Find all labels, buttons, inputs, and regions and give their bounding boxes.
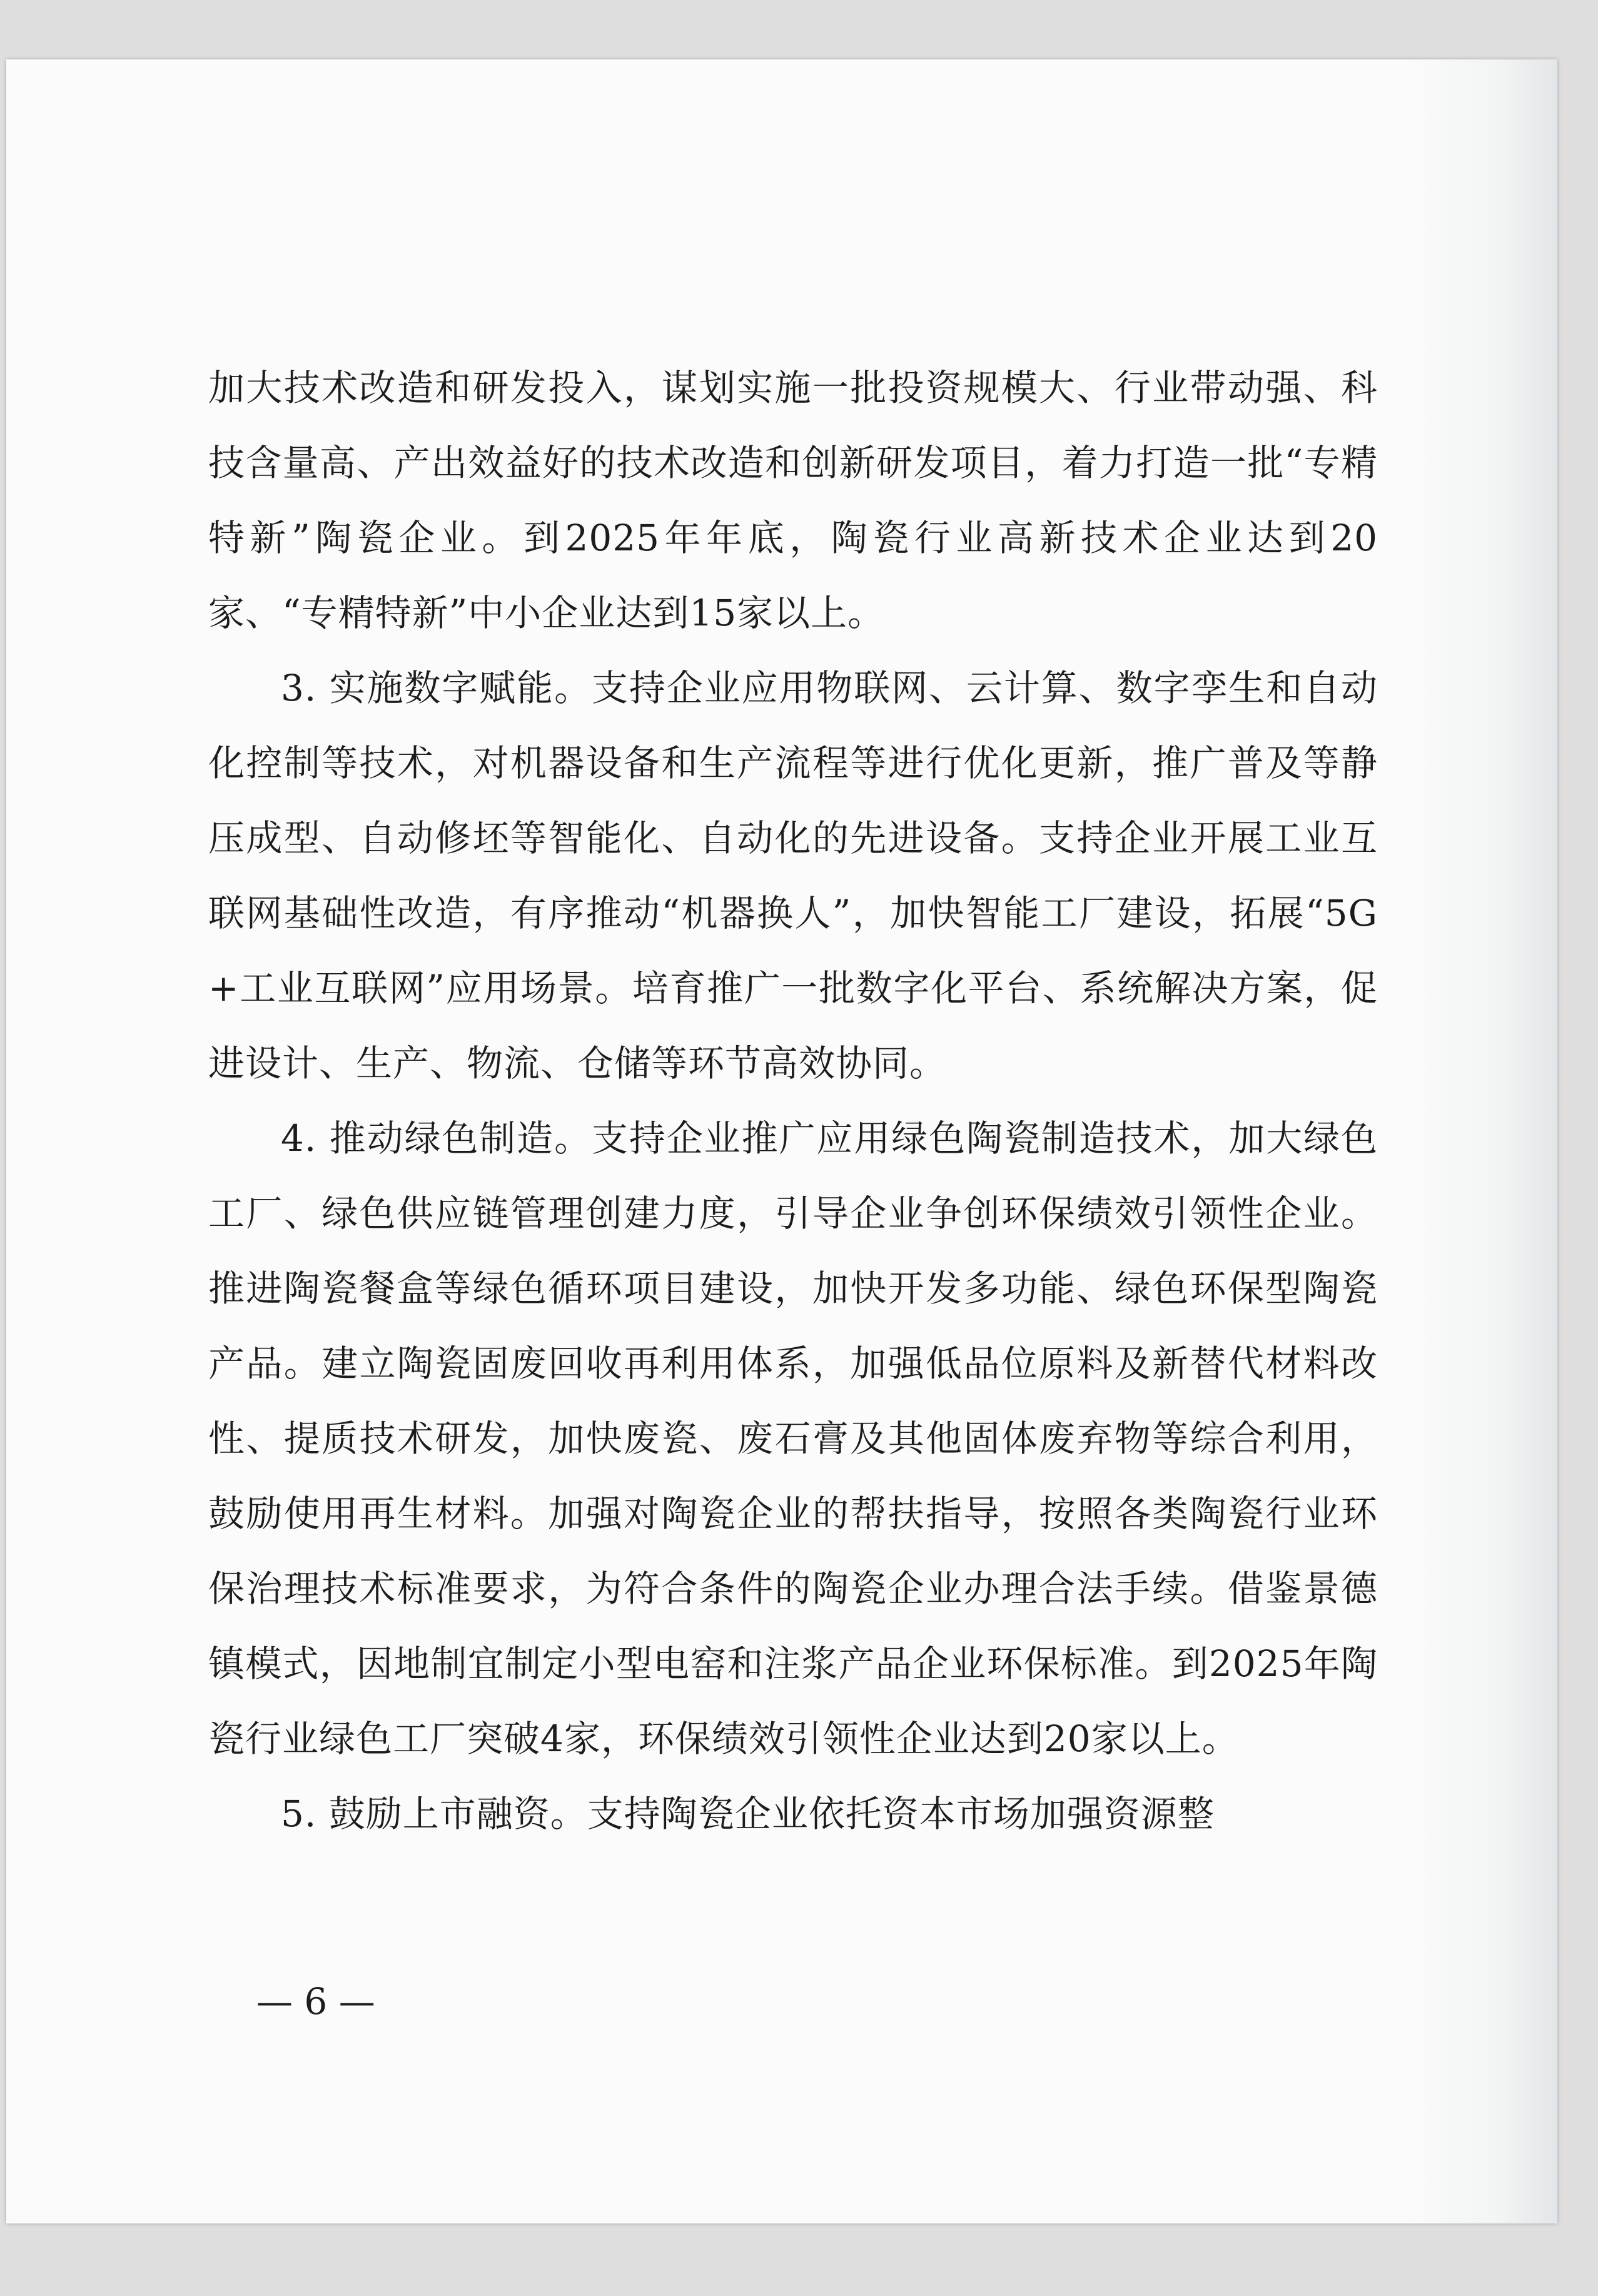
paragraph-green-manufacturing: 4. 推动绿色制造。支持企业推广应用绿色陶瓷制造技术，加大绿色工厂、绿色供应链管理创建力度，引导企业争创环保绩效引领性企业。推进陶瓷餐盒等绿色循环项目建设，加快开发多功能、绿色环保型陶瓷产品。建立陶瓷固废回收再利用体系，加强低品位原料及新替代材料改性、提质技术研发，加快废瓷、废石膏及其他固体废弃物等综合利用，鼓励使用再生材料。加强对陶瓷企业的帮扶指导，按照各类陶瓷行业环保治理技术标准要求，为符合条件的陶瓷企业办理合法手续。借鉴景德镇模式，因地制宜制定小型电窑和注浆产品企业环保标准。到2025年陶瓷行业绿色工厂突破4家，环保绩效引领性企业达到20家以上。 [208, 1117, 1378, 1760]
paper-edge-shading [1407, 59, 1557, 2223]
paragraph-continuation: 加大技术改造和研发投入，谋划实施一批投资规模大、行业带动强、科技含量高、产出效益好的技术改造和创新研发项目，着力打造一批“专精特新”陶瓷企业。到2025年年底，陶瓷行业高新技术企业达到20家、“专精特新”中小企业达到15家以上。 [208, 367, 1378, 634]
document-body [208, 350, 1378, 1851]
paragraph-digital-empowerment: 3. 实施数字赋能。支持企业应用物联网、云计算、数字孪生和自动化控制等技术，对机器设备和生产流程等进行优化更新，推广普及等静压成型、自动修坯等智能化、自动化的先进设备。支持企业开展工业互联网基础性改造，有序推动“机器换人”，加快智能工厂建设，拓展“5G+工业互联网”应用场景。培育推广一批数字化平台、系统解决方案，促进设计、生产、物流、仓储等环节高效协同。 [208, 667, 1378, 1085]
page-number: — 6 — [256, 1980, 375, 2023]
paragraph-listing-financing: 5. 鼓励上市融资。支持陶瓷企业依托资本市场加强资源整 [281, 1793, 1215, 1835]
